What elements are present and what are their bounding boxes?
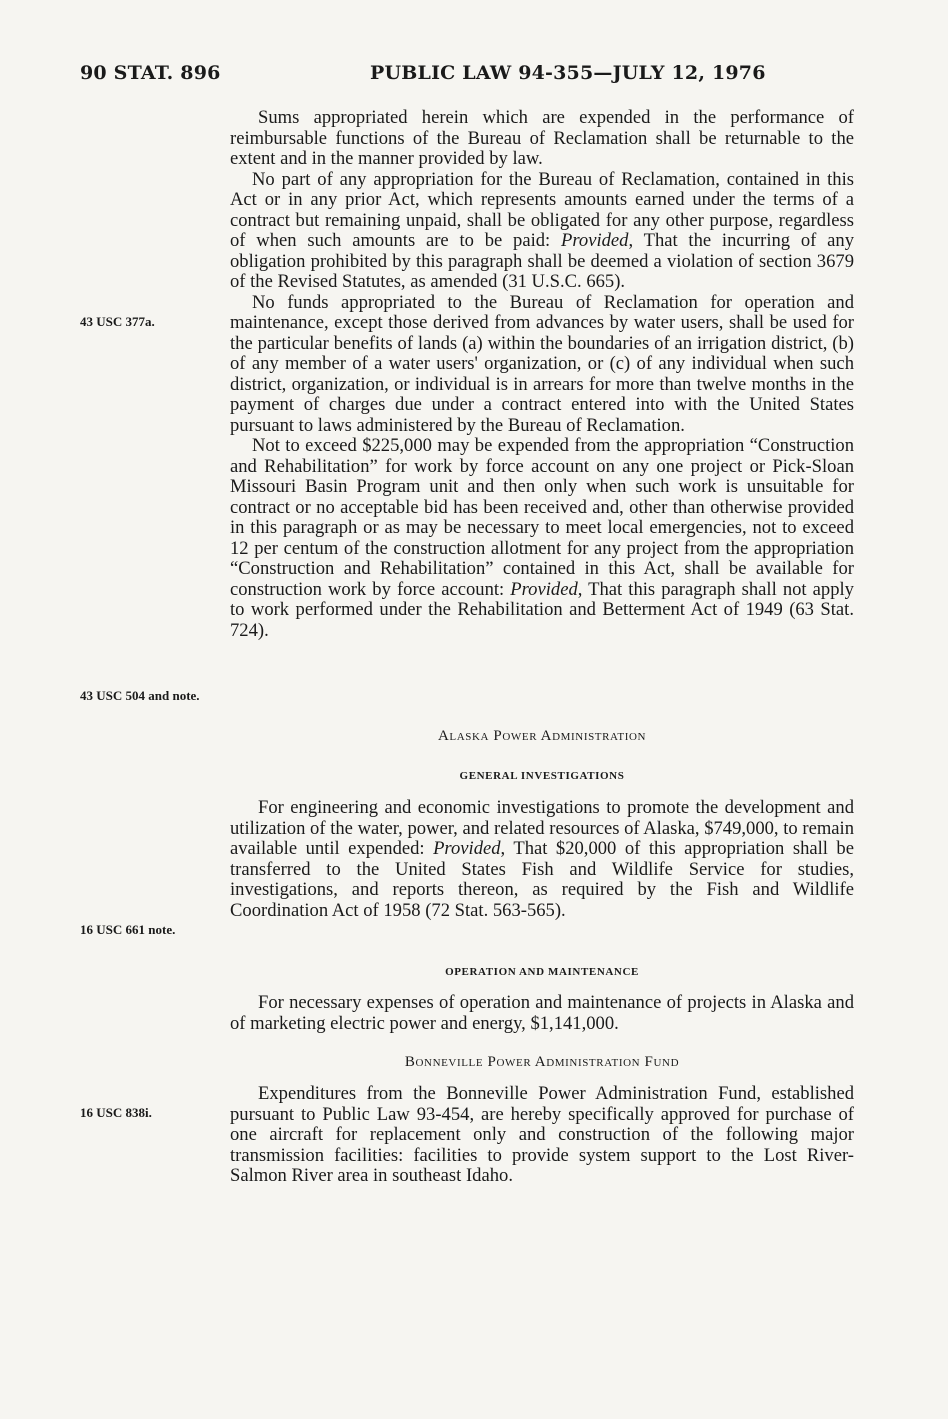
operation-maintenance-text [230, 993, 854, 1034]
bonneville-section [230, 1052, 854, 1073]
alaska-section [230, 726, 854, 747]
body-text-upper [230, 108, 854, 641]
bonneville-text [230, 1084, 854, 1187]
margin-note: 16 USC 661 note. [80, 922, 176, 937]
paragraph-arrears: No funds appropriated to the Bureau of Reclamation for operation and maintenance, except those derived from advances by water users, shall be used for the particular benefits of lands (a) within the boundaries of an irrigation district, (b) of any member of a water users' organization, or (c) of any individual when such district, organization, or individual is in arrears for more than twelve months in the payment of charges due under a contract entered into with the United States pursuant to laws administered by the Bureau of Reclamation. [230, 291, 854, 436]
margin-note: 16 USC 838i. [80, 1105, 152, 1120]
operation-maintenance-block [230, 962, 854, 983]
paragraph-reimbursable: Sums appropriated herein which are expended in the performance of reimbursable functions of the Bureau of Reclamation shall be returnable to the extent and in the manner provided by law. [230, 107, 854, 169]
paragraph-alaska-investigations: For engineering and economic investigations to promote the development and utilization of the water, power, and related resources of Alaska, $749,000, to remain available until expended: Provided, That $20,000 of this appropriation shall be transferred to the United States Fish and Wildlife Service for studies, investigations, and reports thereon, as required by the Fish and Wildlife Coordination Act of 1958 (72 Stat. 563-565). [230, 797, 854, 921]
stat-page-number: 90 STAT. 896 [80, 62, 221, 84]
general-investigations-text [230, 798, 854, 921]
paragraph-force-account: Not to exceed $225,000 may be expended from the appropriation “Construction and Rehabilitation” for work by force account on any one project or Pick-Sloan Missouri Basin Program unit and then only when such work is unsuitable for contract or no acceptable bid has been received and, other than otherwise provided in this paragraph or as may be necessary to meet local emergencies, not to exceed 12 per centum of the construction allotment for any project from the appropriation “Construction and Rehabilitation” contained in this Act, shall be available for construction work by force account: Provided, That this paragraph shall not apply to work performed under the Rehabilitation and Betterment Act of 1949 (63 Stat. 724). [230, 435, 854, 641]
general-investigations-block [230, 766, 854, 787]
section-heading-alaska: Alaska Power Administration [437, 728, 647, 744]
margin-note: 43 USC 504 and note. [80, 688, 200, 703]
section-heading-bonneville: Bonneville Power Administration Fund [404, 1054, 680, 1070]
margin-note: 43 USC 377a. [80, 314, 155, 329]
paragraph-unpaid-amounts: No part of any appropriation for the Bureau of Reclamation, contained in this Act or in any prior Act, which represents amounts earned under the terms of a contract but remaining unpaid, shall be obligated for any other purpose, regardless of when such amounts are to be paid: Provided, That the incurring of any obligation prohibited by this paragraph shall be deemed a violation of section 3679 of the Revised Statutes, as amended (31 U.S.C. 665). [230, 168, 854, 292]
page-header [80, 62, 860, 92]
subheading-operation-maintenance: OPERATION AND MAINTENANCE [445, 966, 639, 978]
paragraph-operation-maintenance: For necessary expenses of operation and maintenance of projects in Alaska and of marketing electric power and energy, $1,141,000. [230, 992, 854, 1034]
paragraph-bonneville-fund: Expenditures from the Bonneville Power Administration Fund, established pursuant to Public Law 93-454, are hereby specifically approved for purchase of one aircraft for replacement only and construction of the following major transmission facilities: facilities to provide system support to the Lost River-Salmon River area in southeast Idaho. [230, 1083, 854, 1186]
law-title: PUBLIC LAW 94-355—JULY 12, 1976 [370, 62, 766, 84]
subheading-general-investigations: GENERAL INVESTIGATIONS [459, 770, 625, 782]
